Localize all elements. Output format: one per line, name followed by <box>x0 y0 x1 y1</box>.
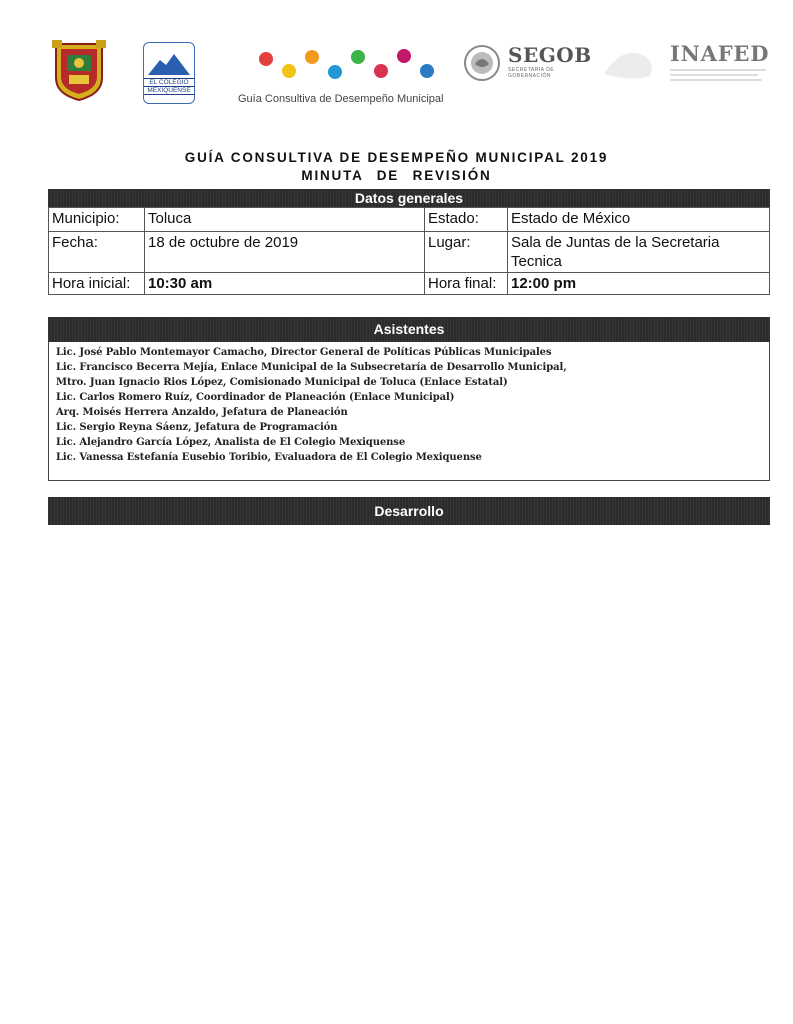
inafed-wordmark: INAFED <box>670 41 770 66</box>
segob-subtitle-line-2: GOBERNACIÓN <box>508 72 552 79</box>
mountain-icon <box>148 51 190 75</box>
colmex-line-2: MEXIQUENSE <box>144 86 194 95</box>
list-item: Lic. Alejandro García López, Analista de El Colegio Mexiquense <box>56 437 406 448</box>
lugar-value-line-1: Sala de Juntas de la Secretaria <box>511 234 720 251</box>
list-item: Arq. Moisés Herrera Anzaldo, Jefatura de Planeación <box>56 407 348 418</box>
estado-label: Estado: <box>425 208 508 232</box>
guide-dot <box>420 64 434 78</box>
datos-generales-heading: Datos generales <box>354 190 464 206</box>
document-title: GUÍA CONSULTIVA DE DESEMPEÑO MUNICIPAL 2019 <box>184 150 609 165</box>
list-item: Lic. Sergio Reyna Sáenz, Jefatura de Programación <box>56 422 338 433</box>
mexico-seal-icon <box>463 44 501 82</box>
datos-generales-header <box>48 189 770 208</box>
el-colegio-mexiquense-logo <box>143 42 195 104</box>
guide-dot <box>374 64 388 78</box>
municipio-label: Municipio: <box>49 208 145 232</box>
municipio-value: Toluca <box>145 208 425 232</box>
list-item: Lic. Francisco Becerra Mejía, Enlace Municipal de la Subsecretaría de Desarrollo Municipal, <box>56 362 567 373</box>
guide-dot <box>351 50 365 64</box>
inafed-subtitle-lines <box>670 67 770 83</box>
document-subtitle: MINUTA DE REVISIÓN <box>301 168 492 183</box>
fecha-value: 18 de octubre de 2019 <box>145 232 425 273</box>
asistentes-header <box>48 317 770 342</box>
guide-dot <box>397 49 411 63</box>
list-item: Lic. Carlos Romero Ruíz, Coordinador de Planeación (Enlace Municipal) <box>56 392 455 403</box>
lugar-label: Lugar: <box>425 232 508 273</box>
asistentes-box <box>48 341 770 481</box>
hora-inicial-value: 10:30 am <box>145 273 425 295</box>
guide-dot <box>282 64 296 78</box>
eagle-watermark-icon <box>600 44 658 84</box>
guide-dot <box>328 65 342 79</box>
hora-inicial-label: Hora inicial: <box>49 273 145 295</box>
estado-de-mexico-coat-of-arms-logo <box>52 38 106 102</box>
segob-wordmark: SEGOB <box>508 43 592 67</box>
fecha-label: Fecha: <box>49 232 145 273</box>
hora-final-label: Hora final: <box>425 273 508 295</box>
guide-dot <box>305 50 319 64</box>
guide-dot <box>259 52 273 66</box>
datos-generales-table <box>48 207 770 295</box>
colmex-line-1: EL COLEGIO <box>144 78 194 86</box>
hora-final-value: 12:00 pm <box>508 273 770 295</box>
desarrollo-header <box>48 497 770 525</box>
lugar-value-line-2: Tecnica <box>511 253 562 270</box>
asistentes-list <box>49 341 769 465</box>
segob-subtitle-line-1: SECRETARÍA DE <box>508 67 555 73</box>
segob-subtitle <box>508 68 554 79</box>
estado-value: Estado de México <box>508 208 770 232</box>
desarrollo-heading: Desarrollo <box>374 503 444 519</box>
table-row <box>49 232 770 273</box>
lugar-value <box>508 232 770 273</box>
table-row <box>49 208 770 232</box>
list-item: Mtro. Juan Ignacio Rios López, Comisionado Municipal de Toluca (Enlace Estatal) <box>56 377 508 388</box>
guia-consultiva-dots-logo <box>252 46 442 88</box>
guide-caption: Guía Consultiva de Desempeño Municipal <box>238 93 444 105</box>
table-row <box>49 273 770 295</box>
list-item: Lic. Vanessa Estefanía Eusebio Toribio, Evaluadora de El Colegio Mexiquense <box>56 452 482 463</box>
list-item: Lic. José Pablo Montemayor Camacho, Director General de Políticas Públicas Municipales <box>56 347 552 358</box>
asistentes-heading: Asistentes <box>373 321 445 337</box>
